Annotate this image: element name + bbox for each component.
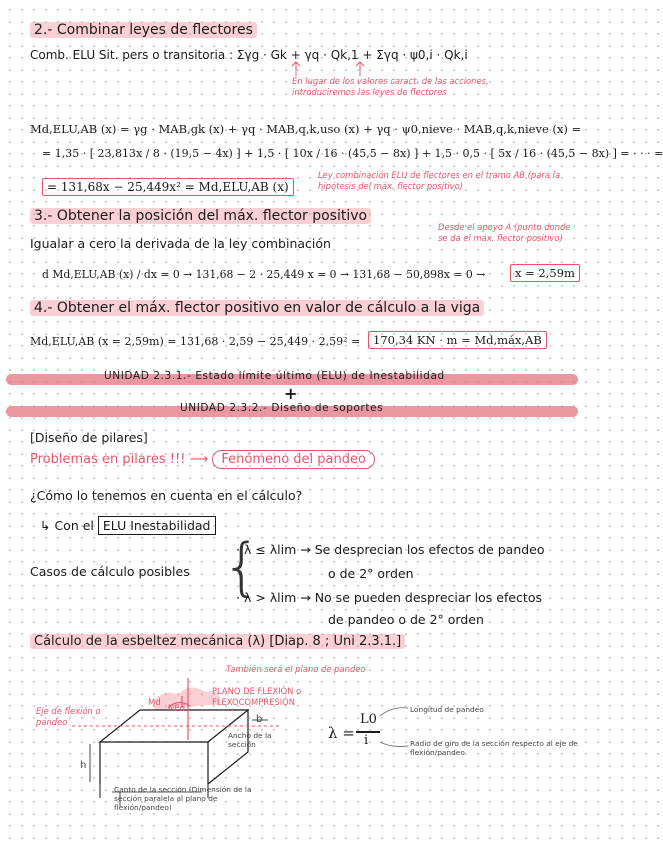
problemas-line: Problemas en pilares !!! ⟶ Fenómeno del pandeo: [30, 452, 375, 467]
ned-label: NEd: [168, 704, 186, 714]
plane-note: También será el plano de pandeo: [226, 664, 366, 674]
md-expansion: Md,ELU,AB (x) = γg · MAB,gk (x) + γq · MAB,q,k,uso (x) + γq · ψ0,nieve · MAB,q,k,nieve (x) =: [30, 122, 582, 136]
case-1-line-a: · λ ≤ λlim → Se desprecian los efectos de pandeo: [236, 542, 545, 557]
question-line: ¿Cómo lo tenemos en cuenta en el cálculo?: [30, 488, 303, 503]
plano-flexion-label: PLANO DE FLEXIÓN o FLEXOCOMPRESIÓN: [212, 686, 302, 707]
section-3-title: 3.- Obtener la posición del máx. flector positivo: [30, 208, 371, 224]
lambda-symbol: λ =: [328, 724, 355, 742]
curly-brace: {: [222, 530, 262, 603]
ancho-label: Ancho de la sección: [228, 731, 272, 749]
note-arrows: [290, 60, 410, 80]
corner-arrow-icon: ↳: [40, 518, 55, 533]
md-substitution: = 1,35 · [ 23,813x / 8 · (19,5 − 4x) ] + 1,5 · [ 10x / 16 · (45,5 − 8x) ] + 1,5 · 0,5 · [ 5x / 16 · (45,5 − 8x) ] = · · · =: [42, 147, 663, 160]
lo-note: Longitud de pandeo: [410, 705, 484, 714]
elu-line: ↳ Con el ELU Inestabilidad: [40, 518, 216, 533]
esbeltez-title: Cálculo de la esbeltez mecánica (λ) [Diap. 8 ; Uni 2.3.1.]: [30, 634, 405, 649]
max-moment-equation: Md,ELU,AB (x = 2,59m) = 131,68 · 2,59 − 25,449 · 2,59² =: [30, 335, 361, 348]
max-moment-result: 170,34 KN · m = Md,máx,AB: [368, 333, 547, 347]
section-2-title: 2.- Combinar leyes de flectores: [30, 22, 257, 38]
lambda-denominator: i: [364, 733, 369, 748]
canto-label: Canto de la sección (Dimensión de la sección paralela al plano de flexión/pandeo): [114, 785, 252, 812]
derivative-instruction: Igualar a cero la derivada de la ley combinación: [30, 236, 331, 251]
pilares-heading: [Diseño de pilares]: [30, 430, 148, 445]
position-result: x = 2,59m: [510, 266, 580, 280]
lambda-numerator: L0: [360, 712, 377, 727]
section-4-title: 4.- Obtener el máx. flector positivo en valor de cálculo a la viga: [30, 300, 484, 316]
case-1-line-b: o de 2° orden: [328, 566, 414, 581]
combination-note: En lugar de los valores caract. de las acciones, introduciremos las leyes de flectores: [292, 76, 489, 97]
fenomeno-pandeo: Fenómeno del pandeo: [212, 450, 375, 469]
md-result: = 131,68x − 25,449x² = Md,ELU,AB (x): [42, 180, 294, 194]
md-result-note: Ley combinación ELU de flectores en el tramo AB (para la hipótesis del máx. flector positivo): [318, 170, 561, 191]
i-note: Radio de giro de la sección respecto al eje de flexión/pandeo: [410, 739, 578, 757]
derivative-equation: d Md,ELU,AB (x) / dx = 0 → 131,68 − 2 · 25,449 x = 0 → 131,68 − 50,898x = 0 →: [42, 268, 486, 281]
arrow-right-icon: ⟶: [189, 452, 213, 467]
md-label: Md: [148, 698, 161, 708]
position-note: Desde el apoyo A (punto donde se da el máx. flector positivo): [438, 222, 571, 243]
combination-rule: Comb. ELU Sit. pers o transitoria : Σγg · Gk + γq · Qk,1 + Σγq · ψ0,i · Qk,i: [30, 48, 468, 62]
unit-2-3-1-title: UNIDAD 2.3.1.- Estado límite último (ELU) de Inestabilidad: [104, 370, 445, 382]
casos-label: Casos de cálculo posibles: [30, 564, 190, 579]
plus-sign: +: [284, 384, 298, 403]
h-dimension: h: [80, 760, 87, 771]
case-2-line-b: de pandeo o de 2° orden: [328, 612, 484, 627]
case-2-line-a: · λ > λlim → No se pueden despreciar los efectos: [236, 590, 542, 605]
unit-2-3-2-title: UNIDAD 2.3.2.- Diseño de soportes: [180, 402, 384, 414]
formula-pointers: [378, 700, 414, 760]
eje-flexion-label: Eje de flexión o pandeo: [36, 706, 101, 727]
b-dimension: b: [256, 714, 263, 725]
